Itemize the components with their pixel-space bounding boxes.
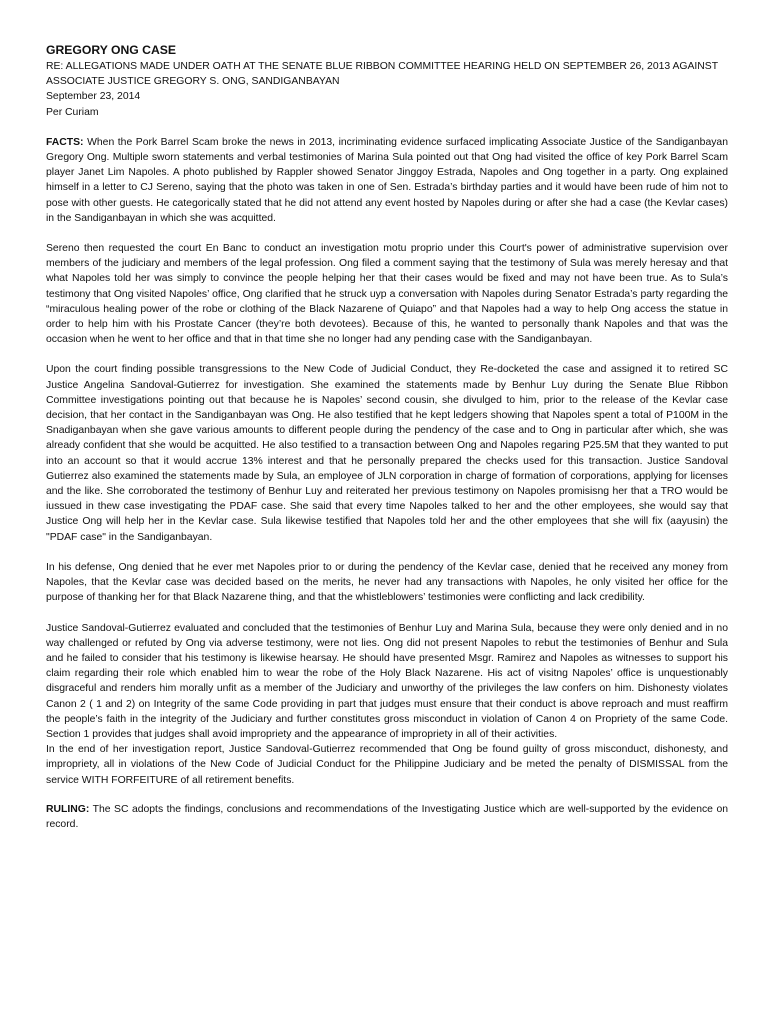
facts-paragraph-1 bbox=[46, 135, 728, 226]
decision-date: September 23, 2014 bbox=[46, 91, 141, 103]
facts-paragraph-6: In the end of her investigation report, Justice Sandoval-Gutierrez recommended that Ong be found guilty of gross misconduct, dishonesty, and impropriety, all in violations of the New Code of Judicial Conduct for the Philippine Judiciary and be meted the penalty of DISMISSAL from the service WITH FORFEITURE of all retirement benefits. bbox=[46, 744, 728, 786]
facts-paragraph-3: Upon the court finding possible transgressions to the New Code of Judicial Conduct, they Re-docketed the case and assigned it to retired SC Justice Angelina Sandoval-Gutierrez for investigation. She examined the statements made by Benhur Luy during the Senate Blue Ribbon Committee investigations pointing out that because he is Napoles’ second cousin, she divulged to him, prior to the release of the Kevlar case decision, that her contact in the Sandiganbayan was Ong. He also testified that he kept ledgers showing that Napoles spent a total of P100M in the Snadiganbayan when she gave various amounts to different people during the pendency of the case and to Ong in particular after which, she was already confident that she would be acquitted. He also testified to a transaction between Ong and Napoles regaring P25.5M that they wanted to put into an account so that it would accrue 13% interest and that he personally prepared the checks used for this transaction. Justice Sandoval Gutierrez also examined the statements made by Sula, an employee of JLN corporation in charge of formation of corporations, applying for licenses and the like. She corroborated the testimony of Benhur Luy and reiterated her previous testimony on Napoles promisisng her that a TRO would be iussued in thew case investigating the PDAF case. She said that every time Napoles talked to her and the other employees, she would say that Justice Ong will help her in the Kevlar case. Sula likewise testified that Napoles told her and the other employees that she will fix (aayusin) the "PDAF case" in the Sandiganbayan. bbox=[46, 364, 728, 543]
facts-label: FACTS: bbox=[46, 136, 84, 148]
facts-text-1: When the Pork Barrel Scam broke the news in 2013, incriminating evidence surfaced implicating Associate Justice of the Sandiganbayan Gregory Ong. Multiple sworn statements and verbal testimonies of Marina Sula pointed out that Ong had visited the office of key Pork Barrel Scam player Janet Lim Napoles. A photo published by Rappler showed Senator Jinggoy Estrada, Napoles and Ong together in a party. Ong explained himself in a letter to CJ Sereno, saying that the photo was taken in one of Sen. Estrada’s birthday parties and it would have been rude of him not to pose with other guests. He categorically stated that he did not attend any event hosted by Napoles during or after she had a case (the Kevlar cases) in the Sandiganbayan in which she was acquitted. bbox=[46, 136, 728, 224]
case-subject: RE: ALLEGATIONS MADE UNDER OATH AT THE SENATE BLUE RIBBON COMMITTEE HEARING HELD ON SEPTEMBER 26, 2013 AGAINST ASSOCIATE JUSTICE GREGORY S. ONG, SANDIGANBAYAN bbox=[46, 61, 718, 88]
document-page bbox=[46, 42, 728, 832]
facts-paragraph-2: Sereno then requested the court En Banc to conduct an investigation motu proprio under this Court's power of administrative supervision over members of the judiciary and members of the legal profession. Ong filed a comment saying that the testimony of Sula was merely heresay and that what Napoles told her was simply to convince the people helping her that their cases would be fixed and may not have been true. As to Sula’s testimony that Ong visited Napoles’ office, Ong clarified that he struck uyp a conversation with Napoles during Senator Estrada’s party regarding the “miraculous healing power of the robe or clothing of the Black Nazarene of Quiapo” and that Napoles had a way to help Ong access the statue in order to help him with his Prostate Cancer (they’re both devotees). Because of this, he wanted to personally thank Napoles and that was the occasion when he went to her office and that in that time she no longer had any pending case with the Sandiganbayan. bbox=[46, 243, 728, 346]
facts-paragraph-4: In his defense, Ong denied that he ever met Napoles prior to or during the pendency of the Kevlar case, denied that he received any money from Napoles, that the Kevlar case was decided based on the merits, he never had any transactions with Napoles, he only visited her office for the purpose of thanking her for that Black Nazarene thing, and that the whistleblowers’ testimonies were conflicting and lack credibility. bbox=[46, 561, 728, 604]
ruling-label: RULING: bbox=[46, 803, 90, 815]
ruling-text: The SC adopts the findings, conclusions and recommendations of the Investigating Justice which are well-supported by the evidence on record. bbox=[46, 803, 728, 830]
decision-author: Per Curiam bbox=[46, 106, 99, 118]
facts-paragraph-5: Justice Sandoval-Gutierrez evaluated and concluded that the testimonies of Benhur Luy and Marina Sula, because they were only denied and in no way challenged or refuted by Ong via adverse testimony, were not lies. Ong did not present Napoles to rebut the testimonies of Benhur and Sula and he failed to consider that his testimony is likewise hearsay. He should have presented Msgr. Ramirez and Napoles as witnesses to support his claim regarding their role which enabled him to wear the robe of the Holy Black Nazarene. His act of visitng Napoles’ office is unquestionably disgraceful and renders him morally unfit as a member of the Judiciary and unworthy of the privileges the law confers on him. Dishonesty violates Canon 2 ( 1 and 2) on Integrity of the same Code providing in part that judges must ensure that their conduct is above reproach and must reaffirm the people’s faith in the integrity of the Judiciary and further constitutes gross misconduct in violation of Canon 4 on Propriety of the same Code. Section 1 provides that judges shall avoid impropriety and the appearance of impropriety in all of their activities. bbox=[46, 622, 728, 740]
ruling-paragraph bbox=[46, 802, 728, 832]
case-title: GREGORY ONG CASE bbox=[46, 43, 177, 57]
